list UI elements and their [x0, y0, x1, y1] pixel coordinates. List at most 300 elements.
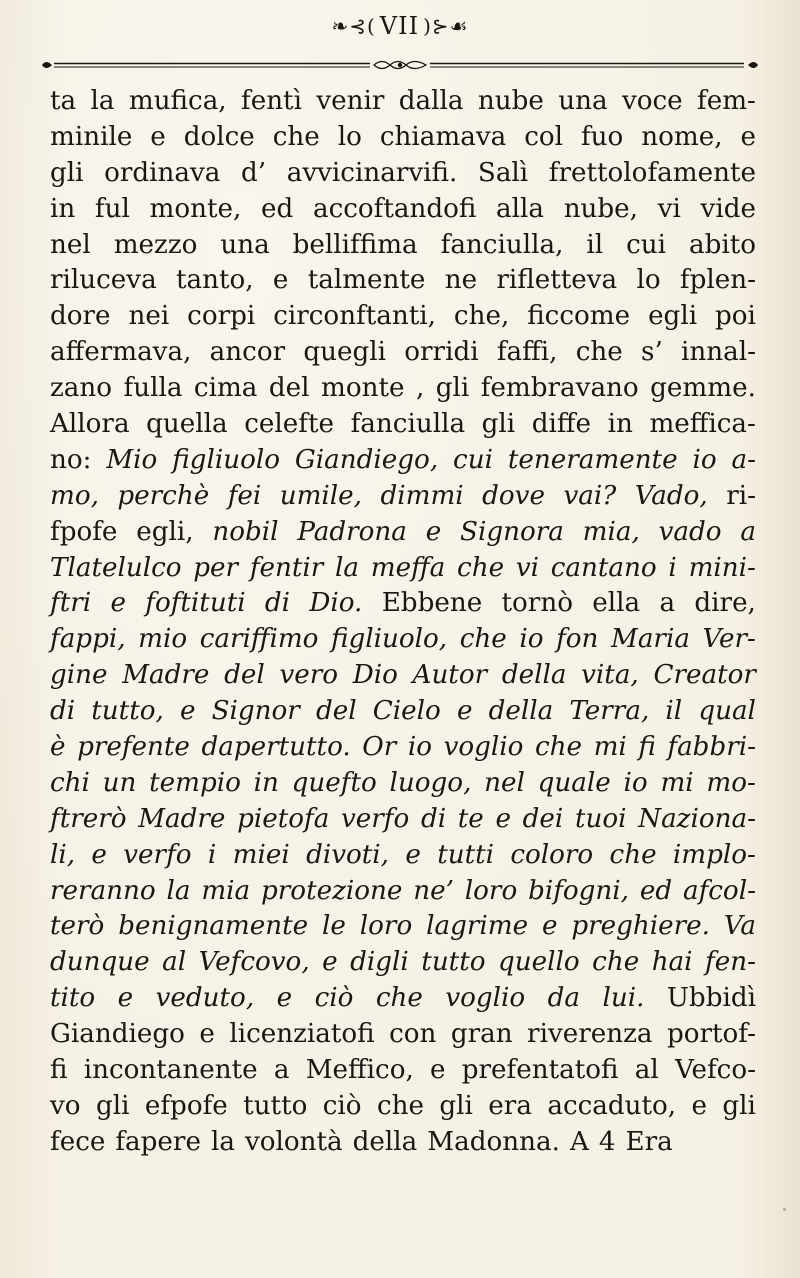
word: in — [50, 193, 76, 224]
word: vi — [515, 552, 539, 583]
word: che — [534, 732, 582, 763]
word: lui. — [602, 983, 645, 1014]
word: io — [407, 732, 432, 763]
word: e — [322, 947, 338, 978]
word: Signor — [211, 696, 300, 727]
word: gine — [50, 660, 108, 691]
word: circonftanti, — [273, 301, 436, 332]
word: ftri — [50, 588, 92, 619]
text-line — [50, 371, 756, 407]
word: egli, — [136, 516, 194, 547]
word: hai — [651, 947, 693, 978]
word: mia — [201, 875, 251, 906]
word: Va — [723, 911, 756, 942]
word: dove — [482, 480, 545, 511]
word: Ebbene — [381, 588, 483, 619]
word: di — [420, 803, 447, 834]
word: ficcome — [527, 301, 631, 332]
word: ftrerò — [50, 803, 127, 834]
word: a — [659, 588, 676, 619]
word: e — [272, 265, 289, 296]
word: dapertutto. — [201, 732, 351, 763]
word: il — [586, 229, 604, 260]
word: Salì — [477, 157, 529, 188]
word: fappi, — [50, 624, 126, 655]
word: Madre — [138, 803, 226, 834]
word: celefte — [244, 409, 335, 440]
word: Allora — [50, 409, 130, 440]
word: coloro — [510, 839, 594, 870]
word: incontanente — [83, 1055, 258, 1086]
word: fentì — [241, 86, 302, 116]
word: monte — [320, 373, 405, 404]
word: Creator — [653, 660, 756, 691]
word: Terra, — [569, 696, 650, 727]
word: cui — [453, 444, 493, 475]
text-line — [50, 945, 756, 981]
word: Ver- — [702, 624, 756, 655]
word: fanciulla, — [440, 229, 564, 260]
word: vero — [279, 660, 339, 691]
word: fen- — [705, 947, 756, 978]
word: licenziatofi — [229, 1019, 375, 1050]
word: tutti — [437, 839, 494, 870]
word: figliuolo, — [331, 624, 448, 655]
word: verfo — [341, 803, 410, 834]
word: mio — [138, 624, 188, 655]
word: zano — [50, 373, 113, 404]
word: che — [272, 121, 320, 152]
word: luogo, — [389, 767, 472, 798]
word: cariffimo — [199, 624, 319, 655]
word: rifletteva — [496, 265, 618, 296]
word: foftituti — [145, 588, 246, 619]
text-line — [50, 730, 756, 766]
word: mia, — [582, 516, 640, 547]
text-line — [50, 622, 756, 658]
word: gli — [439, 1090, 473, 1121]
word: fentir — [249, 552, 324, 583]
word: tornò — [501, 588, 573, 619]
word: accoftandofi — [312, 193, 477, 224]
text-line — [50, 407, 756, 443]
word: lagrime — [426, 911, 529, 942]
word: monte, — [149, 193, 242, 224]
word: una — [220, 229, 270, 260]
word: dalla — [398, 86, 464, 116]
word: Vado, — [634, 480, 708, 511]
word: ne — [444, 265, 478, 296]
text-line — [50, 1089, 756, 1125]
word: Madre — [122, 660, 210, 691]
word: ne’ — [413, 875, 454, 906]
text-line — [50, 263, 756, 299]
word: prefente — [77, 732, 190, 763]
word: quello — [498, 947, 580, 978]
word: e — [405, 839, 421, 870]
word: ordinava — [104, 157, 221, 188]
page-number: VII — [379, 12, 420, 40]
text-line — [50, 84, 756, 120]
word: voce — [621, 86, 683, 116]
word: della — [352, 1126, 418, 1157]
word: io — [623, 767, 648, 798]
word: Meffico, — [305, 1055, 414, 1086]
text-line — [50, 335, 756, 371]
word: qual — [698, 696, 756, 727]
word: reranno — [50, 875, 156, 906]
page-header — [0, 6, 800, 46]
word: protezione — [261, 875, 403, 906]
word: portof- — [666, 1019, 756, 1050]
word: dore — [50, 301, 111, 332]
word: Tlatelulco — [50, 552, 182, 583]
word: teneramente — [507, 444, 678, 475]
word: dimmi — [380, 480, 464, 511]
word: terò — [50, 911, 105, 942]
word: Vefcovo, — [198, 947, 310, 978]
word: pietofa — [237, 803, 330, 834]
word: miei — [232, 839, 290, 870]
word: fanciulla — [350, 409, 466, 440]
word: minile — [50, 121, 133, 152]
word: è — [50, 732, 66, 763]
word: frettolofamente — [548, 157, 756, 188]
text-line — [50, 586, 756, 622]
word: dire, — [694, 588, 756, 619]
word: dolce — [183, 121, 255, 152]
text-line — [50, 874, 756, 910]
word: per — [193, 552, 239, 583]
word: avvicinarvifi. — [286, 157, 458, 188]
word: in — [253, 767, 279, 798]
text-line — [50, 981, 756, 1017]
word: Cielo — [372, 696, 441, 727]
word: gli — [481, 409, 516, 440]
word: con — [389, 1019, 437, 1050]
word: al — [162, 947, 187, 978]
word: bifogni, — [528, 875, 629, 906]
text-line — [50, 156, 756, 192]
word: e — [456, 696, 473, 727]
word: orridi — [404, 337, 479, 368]
word: egli — [648, 301, 698, 332]
word: fapere — [115, 1126, 201, 1157]
word: talmente — [307, 265, 426, 296]
text-line — [50, 120, 756, 156]
word: fplen- — [679, 265, 756, 296]
word: un — [102, 767, 137, 798]
word: mi — [660, 767, 694, 798]
word: cima — [193, 373, 258, 404]
word: Autor — [412, 660, 488, 691]
word: tito — [50, 983, 96, 1014]
word: Padrona — [297, 516, 407, 547]
word: mufica, — [128, 86, 227, 116]
word: efpofe — [144, 1090, 228, 1121]
word: vado — [658, 516, 722, 547]
word: bellifﬁma — [292, 229, 418, 260]
word: benignamente — [118, 911, 309, 942]
word: quale — [537, 767, 611, 798]
word: faffi, — [496, 337, 558, 368]
word: mo- — [706, 767, 756, 798]
word: abito — [688, 229, 756, 260]
word: cui — [626, 229, 666, 260]
word: gemme. — [650, 373, 756, 404]
word: riverenza — [527, 1019, 653, 1050]
word: meffa — [370, 552, 446, 583]
word: nel — [50, 229, 91, 260]
word: prefentatofi — [461, 1055, 619, 1086]
word: i — [207, 839, 217, 870]
word: Madonna. — [427, 1126, 560, 1157]
word: di — [50, 696, 76, 727]
word: la — [335, 552, 360, 583]
word: poi — [715, 301, 756, 332]
text-line — [50, 192, 756, 228]
word: gli — [50, 157, 84, 188]
text-line — [50, 443, 756, 479]
word: della — [501, 660, 567, 691]
word: ciò — [322, 1090, 362, 1121]
word: ta — [50, 86, 77, 116]
word: Giandiego — [50, 1019, 185, 1050]
word: e — [179, 696, 196, 727]
word: e — [117, 983, 134, 1014]
word: gran — [450, 1019, 513, 1050]
text-line — [50, 658, 756, 694]
word: tutto, — [91, 696, 164, 727]
word: ed — [639, 875, 673, 906]
word: tempio — [149, 767, 241, 798]
word: tuoi — [574, 803, 627, 834]
word: loro — [359, 911, 413, 942]
word: e — [150, 121, 166, 152]
word: mini- — [688, 552, 756, 583]
word: no: — [50, 444, 92, 475]
word: mo, — [50, 480, 99, 511]
word: che — [376, 1090, 424, 1121]
word: in — [607, 409, 633, 440]
word: innal- — [681, 337, 756, 368]
word: corpi — [187, 301, 256, 332]
header-ornament-left: ❧⊰( — [331, 14, 376, 38]
word: nube — [477, 86, 544, 116]
word: fulla — [123, 373, 183, 404]
word: a- — [731, 444, 756, 475]
word: da — [547, 983, 580, 1014]
word: fembravano — [480, 373, 639, 404]
word: dei — [522, 803, 564, 834]
word: accaduto, — [547, 1090, 677, 1121]
word: la — [90, 86, 115, 116]
word: che — [575, 337, 623, 368]
word: una — [558, 86, 608, 116]
word: a — [273, 1055, 290, 1086]
word: Dio — [352, 660, 398, 691]
word: e — [740, 121, 756, 152]
body-text — [50, 84, 756, 1161]
word: col — [524, 121, 563, 152]
word: volontà — [244, 1126, 343, 1157]
word: figliuolo — [172, 444, 280, 475]
word: vai? — [563, 480, 617, 511]
word: era — [488, 1090, 532, 1121]
text-line — [50, 479, 756, 515]
word: e — [541, 911, 558, 942]
word: Ubbidì — [666, 983, 756, 1014]
word: Signora — [460, 516, 564, 547]
word: a — [740, 516, 756, 547]
word: e — [199, 1019, 215, 1050]
word: li, — [50, 839, 76, 870]
word: ella — [592, 588, 641, 619]
text-line — [50, 551, 756, 587]
text-line — [50, 1053, 756, 1089]
word: ancor — [209, 337, 286, 368]
word: ful — [94, 193, 130, 224]
word: afcol- — [682, 875, 756, 906]
text-line — [50, 228, 756, 264]
word: diffe — [531, 409, 592, 440]
word: io — [692, 444, 717, 475]
word: che — [457, 552, 505, 583]
text-line — [50, 694, 756, 730]
word: voglio — [443, 732, 524, 763]
decorative-rule — [40, 58, 760, 72]
word: mi — [593, 732, 627, 763]
word: alla — [496, 193, 545, 224]
word: gli — [95, 1090, 130, 1121]
word: Vefco- — [674, 1055, 756, 1086]
word: divoti, — [306, 839, 389, 870]
word: nube, — [563, 193, 639, 224]
word: quefto — [291, 767, 377, 798]
word: fpofe — [50, 516, 118, 547]
word: ciò — [314, 983, 354, 1014]
word: fon — [556, 624, 599, 655]
text-line — [50, 1017, 756, 1053]
word: che — [459, 624, 507, 655]
word: veduto, — [155, 983, 255, 1014]
word: 4 — [598, 1126, 616, 1157]
word: Maria — [611, 624, 690, 655]
word: del — [315, 696, 357, 727]
word: i — [668, 552, 677, 583]
word: loro — [464, 875, 518, 906]
word: Nazionа- — [638, 803, 756, 834]
word: fabbri- — [667, 732, 756, 763]
word: preghiere. — [571, 911, 710, 942]
word: gli — [722, 1090, 756, 1121]
text-line — [50, 766, 756, 802]
word: vi — [657, 193, 681, 224]
word: che — [609, 839, 657, 870]
word: fece — [50, 1126, 106, 1157]
word: e — [91, 839, 107, 870]
word: venir — [316, 86, 385, 116]
word: Dio. — [309, 588, 363, 619]
word: fi — [638, 732, 656, 763]
word: dunque — [50, 947, 150, 978]
word: tutto — [421, 947, 486, 978]
word: la — [210, 1126, 235, 1157]
word: , — [415, 373, 425, 404]
word: fuo — [580, 121, 624, 152]
word: di — [264, 588, 291, 619]
word: ed — [261, 193, 294, 224]
text-line — [50, 1125, 756, 1161]
word: Or — [362, 732, 397, 763]
word: vita, — [581, 660, 639, 691]
word: chi — [50, 767, 90, 798]
word: fem- — [697, 86, 756, 116]
word: gli — [435, 373, 470, 404]
word: il — [665, 696, 683, 727]
word: umile, — [279, 480, 363, 511]
word: te — [457, 803, 484, 834]
word: le — [322, 911, 346, 942]
word: cantano — [550, 552, 657, 583]
text-line — [50, 838, 756, 874]
word: che — [375, 983, 423, 1014]
word: al — [634, 1055, 659, 1086]
word: voglio — [445, 983, 526, 1014]
word: nei — [128, 301, 170, 332]
word: affermava, — [50, 337, 192, 368]
text-line — [50, 802, 756, 838]
word: Giandiego, — [294, 444, 439, 475]
word: meffica- — [649, 409, 756, 440]
word: della — [488, 696, 554, 727]
word: e — [430, 1055, 446, 1086]
word: del — [268, 373, 310, 404]
word: verfo — [123, 839, 192, 870]
word: quella — [146, 409, 228, 440]
word: chiamava — [379, 121, 507, 152]
text-line — [50, 299, 756, 335]
header-ornament-right: )⊱☙ — [423, 14, 469, 38]
word: A — [569, 1126, 589, 1157]
word: e — [691, 1090, 708, 1121]
word: s’ — [641, 337, 663, 368]
word: implo- — [672, 839, 756, 870]
word: Era — [625, 1126, 673, 1157]
word: vide — [700, 193, 756, 224]
word: e — [276, 983, 293, 1014]
word: d’ — [241, 157, 267, 188]
word: ri- — [726, 480, 756, 511]
word: lo — [337, 121, 362, 152]
word: mezzo — [113, 229, 198, 260]
word: nome, — [641, 121, 723, 152]
word: perchè — [117, 480, 210, 511]
word: che — [592, 947, 640, 978]
paper-speck — [783, 1208, 786, 1211]
word: che, — [453, 301, 510, 332]
text-line — [50, 515, 756, 551]
word: io — [519, 624, 544, 655]
word: quegli — [303, 337, 387, 368]
text-line — [50, 909, 756, 945]
word: digli — [350, 947, 409, 978]
word: vo — [50, 1090, 81, 1121]
word: fei — [227, 480, 262, 511]
word: lo — [636, 265, 661, 296]
word: e — [110, 588, 126, 619]
word: tanto, — [176, 265, 254, 296]
